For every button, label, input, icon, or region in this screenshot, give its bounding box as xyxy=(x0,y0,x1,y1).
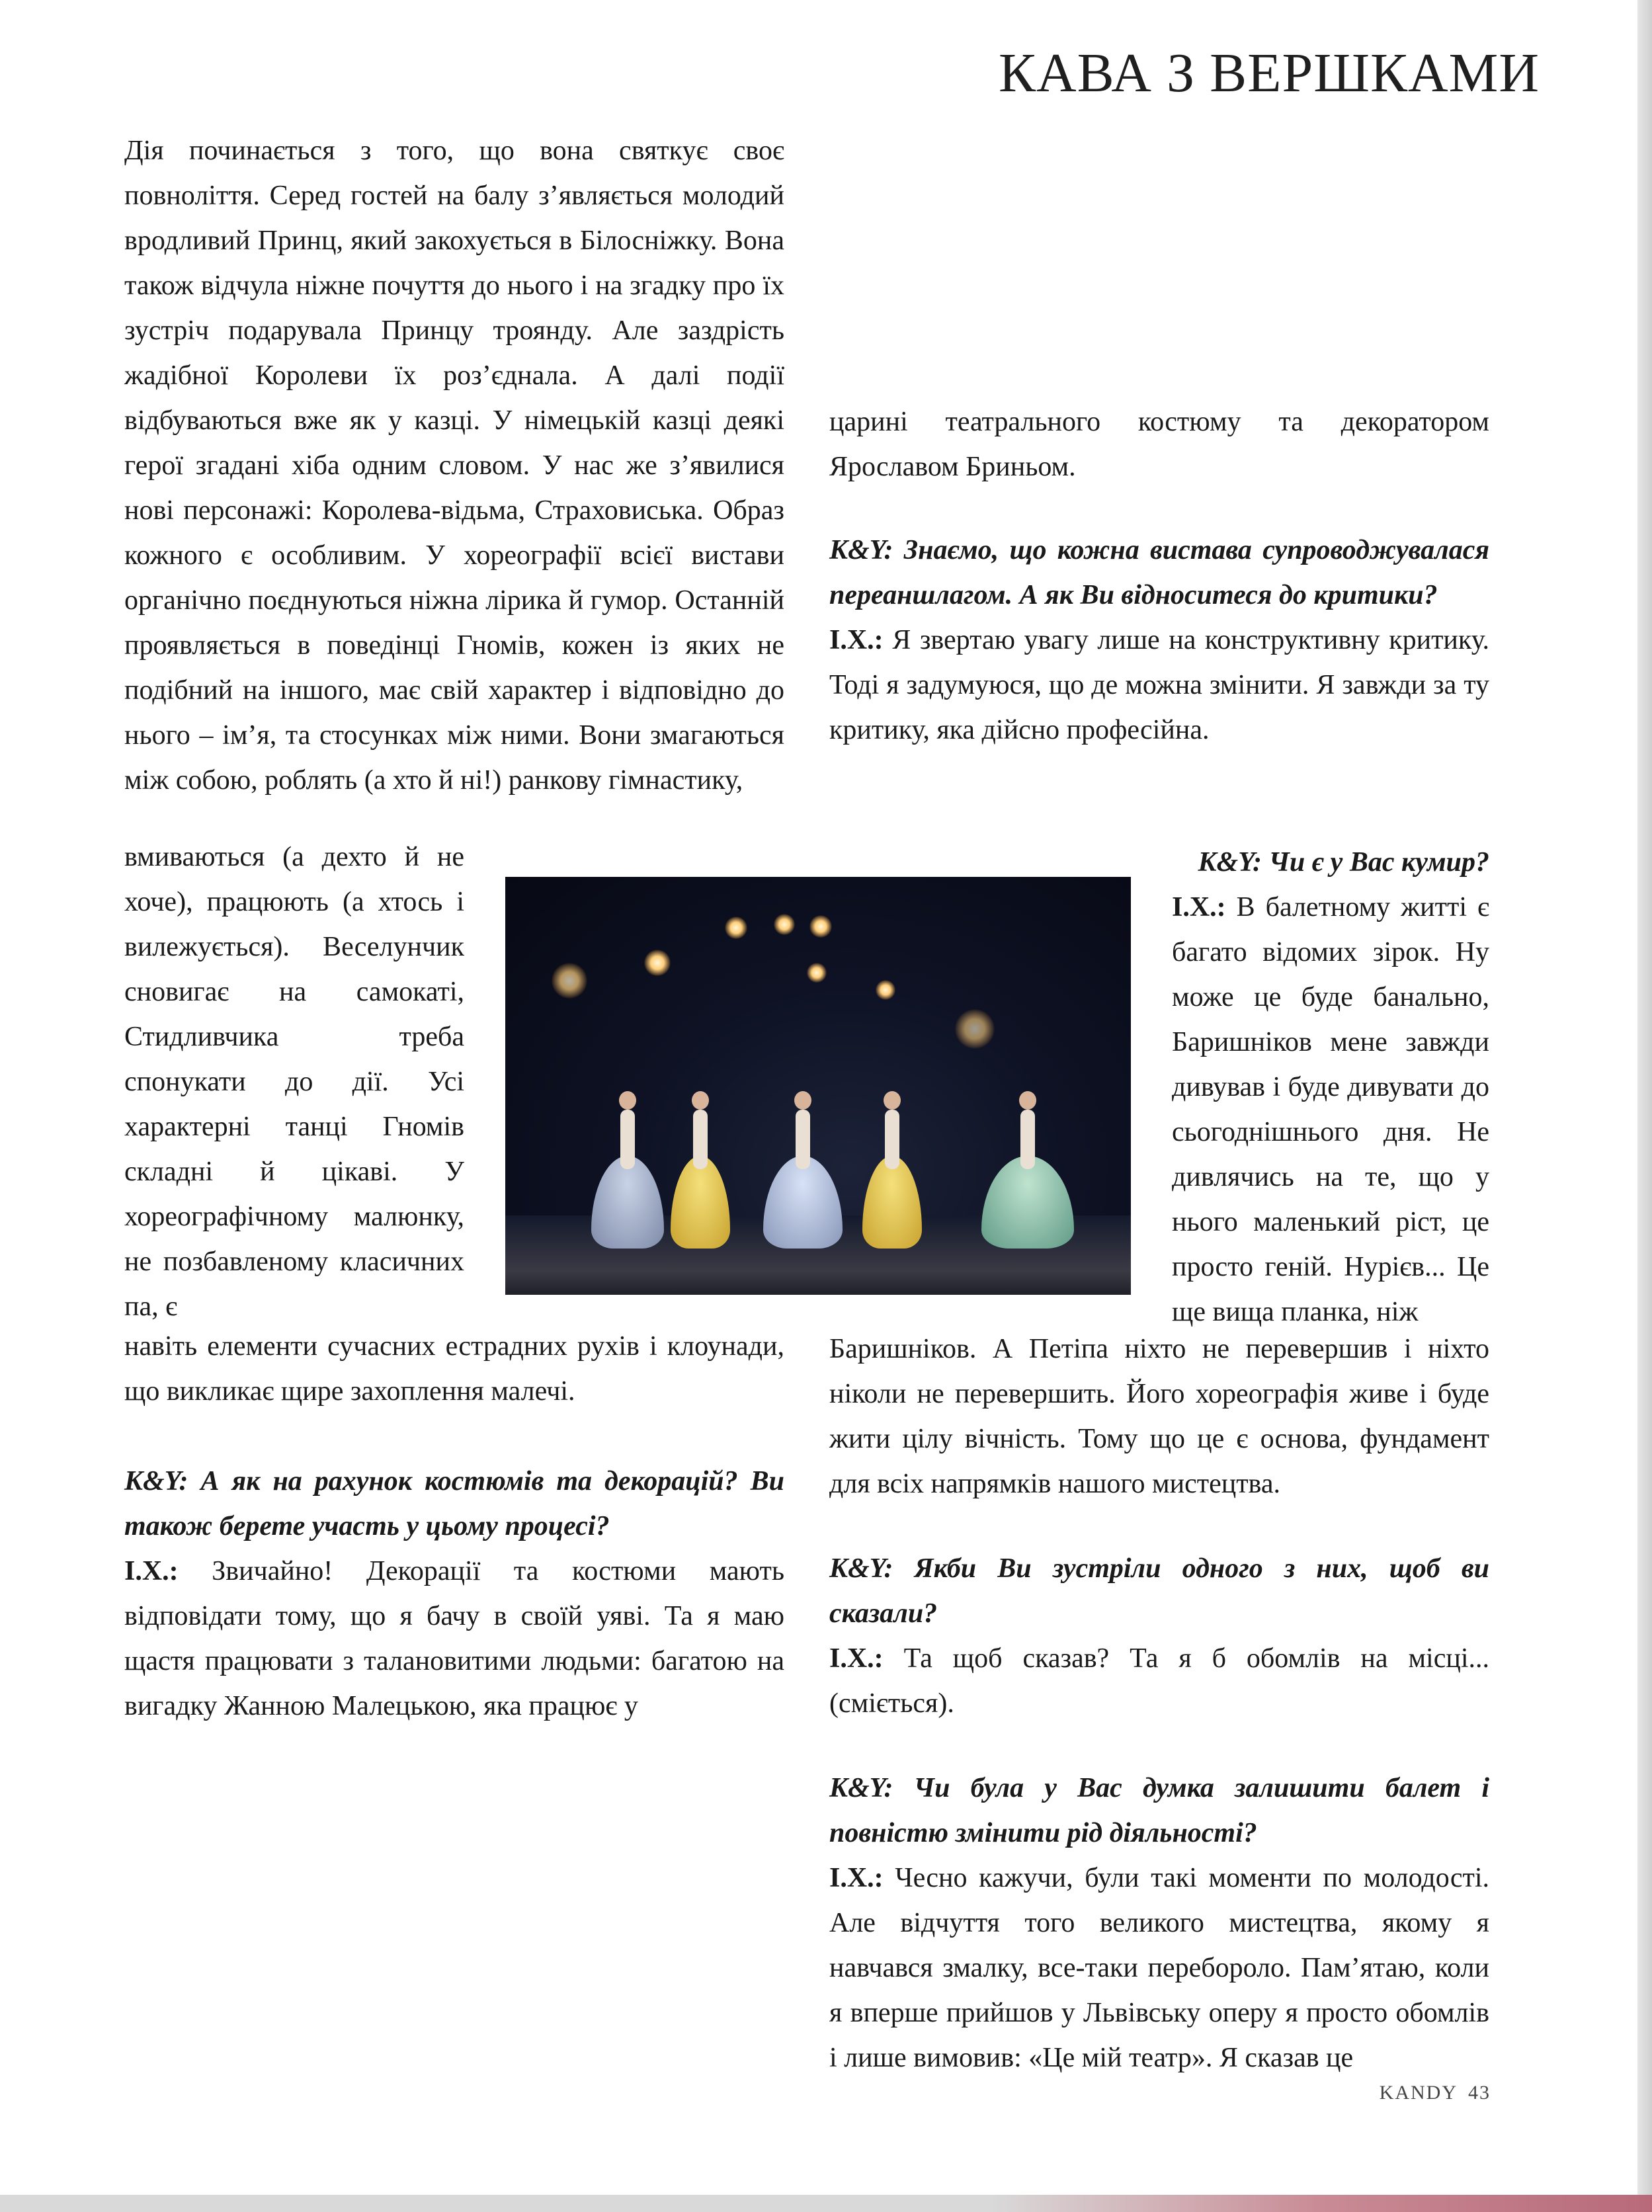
body-paragraph-wrap: вмиваються (а дехто й не хоче), працюють (а хтось і вилежується). Веселунчик сновигає на самокаті, Стидливчика треба спонукати до дії. Усі характерні танці Гномів складні й цікаві. У хореографічному малюнку, не позбавленому класичних па, є xyxy=(124,842,464,1322)
answer-text: Я звертаю увагу лише на конструктивну критику. Тоді я задумуюся, що де можна змінити. Я завжди за ту критику, яка дійсно професійна. xyxy=(829,625,1490,745)
question-idol: K&Y: Чи є у Вас кумир? xyxy=(1198,847,1489,878)
magazine-brand: KANDY xyxy=(1379,2082,1458,2104)
question-career: K&Y: Чи була у Вас думка залишити балет і повністю змінити рід діяльності? xyxy=(829,1773,1489,1848)
answer-meet xyxy=(829,1636,1489,1726)
ballet-stage-photo xyxy=(505,877,1131,1295)
body-paragraph-end: навіть елементи сучасних естрадних рухів і клоунади, що викликає щире захоплення малечі. xyxy=(124,1331,784,1407)
stage-lamp xyxy=(955,1009,995,1049)
answer-critics xyxy=(829,618,1489,753)
section-title: КАВА З ВЕРШКАМИ xyxy=(998,42,1540,104)
answer-label: І.Х.: xyxy=(829,625,884,655)
stage-lamp xyxy=(725,917,747,939)
stage-lamp xyxy=(809,915,832,938)
question-critics: K&Y: Знаємо, що кожна вистава супроводжувалася переаншлагом. А як Ви відноситеся до критики? xyxy=(829,535,1489,610)
answer-idol-end: Баришніков. А Петіпа ніхто не перевершив і ніхто ніколи не перевершить. Його хореографія живе і буде жити цілу вічність. Тому що це є основа, фундамент для всіх напрямків нашого мистецтва. xyxy=(829,1334,1489,1499)
page-number: 43 xyxy=(1468,2082,1491,2104)
right-column-bottom xyxy=(829,1327,1489,2080)
answer-label: І.Х.: xyxy=(829,1643,884,1674)
stage-lamp xyxy=(552,963,587,999)
dancer xyxy=(671,1090,730,1249)
answer-label: І.Х.: xyxy=(124,1556,179,1586)
right-wrap-text xyxy=(1172,840,1489,1334)
answer-text: В балетному житті є багато відомих зірок. Ну може це буде банально, Баришніков мене завжди дивував і буде дивувати до сьогоднішнього дня. Не дивлячись на те, що у нього маленький ріст, це просто геній. Нурієв... Це ще вища планка, ніж xyxy=(1172,892,1489,1327)
stage-lamp xyxy=(876,980,895,1000)
bottom-strip xyxy=(0,2195,1652,2212)
answer-costumes xyxy=(124,1549,784,1729)
body-paragraph-continued: царині театрального костюму та декоратором Ярославом Бриньом. xyxy=(829,407,1489,482)
answer-label: І.Х.: xyxy=(829,1863,884,1893)
answer-text: Чесно кажучи, були такі моменти по молодості. Але відчуття того великого мистецтва, якому я навчався змалку, все-таки перебороло. Пам’ятаю, коли я вперше прийшов у Львівську оперу я просто обомлів і лише вимовив: «Це мій театр». Я сказав це xyxy=(829,1863,1490,2073)
answer-idol xyxy=(1172,885,1489,1334)
left-wrap-text xyxy=(124,835,464,1329)
dancer xyxy=(591,1077,664,1249)
stage-lamp xyxy=(774,914,795,935)
question-meet: K&Y: Якби Ви зустріли одного з них, щоб ви сказали? xyxy=(829,1553,1489,1629)
dancer xyxy=(862,1090,922,1249)
left-column-top xyxy=(124,128,784,803)
page-edge xyxy=(1637,0,1652,2212)
stage-lamp xyxy=(644,950,671,976)
body-paragraph: Дія починається з того, що вона святкує своє повноліття. Серед гостей на балу з’являється молодий вродливий Принц, який закохується в Білосніжку. Вона також відчула ніжне почуття до нього і на згадку про їх зустріч подарувала Принцу троянду. Але заздрість жадібної Королеви їх роз’єднала. А далі події відбуваються вже як у казці. У німецькій казці деякі герої згадані хіба одним словом. У нас же з’явилися нові персонажі: Королева-відьма, Страховиська. Образ кожного є особливим. У хореографії всієї вистави органічно поєднуються ніжна лірика й гумор. Останній проявляється в поведінці Гномів, кожен із яких не подібний на іншого, має свій характер і відповідно до нього – ім’я, та стосунках між ними. Вони змагаються між собою, роблять (а хто й ні!) ранкову гімнастику, xyxy=(124,136,784,796)
answer-text: Звичайно! Декорації та костюми мають відповідати тому, що я бачу в своїй уяві. Та я маю щастя працювати з талановитими людьми: багатою на вигадку Жанною Малецькою, яка працює у xyxy=(124,1556,784,1721)
answer-career xyxy=(829,1856,1489,2080)
stage-lamp xyxy=(807,963,827,983)
answer-text: Та щоб сказав? Та я б обомлів на місці... (сміється). xyxy=(829,1643,1489,1719)
dancer xyxy=(763,1070,843,1249)
dancer xyxy=(981,1063,1074,1249)
answer-label: І.Х.: xyxy=(1172,892,1226,922)
right-column-top xyxy=(829,399,1489,753)
left-column-bottom xyxy=(124,1324,784,1729)
question-costumes: K&Y: А як на рахунок костюмів та декорацій? Ви також берете участь у цьому процесі? xyxy=(124,1466,784,1541)
page-footer xyxy=(1369,2082,1491,2104)
